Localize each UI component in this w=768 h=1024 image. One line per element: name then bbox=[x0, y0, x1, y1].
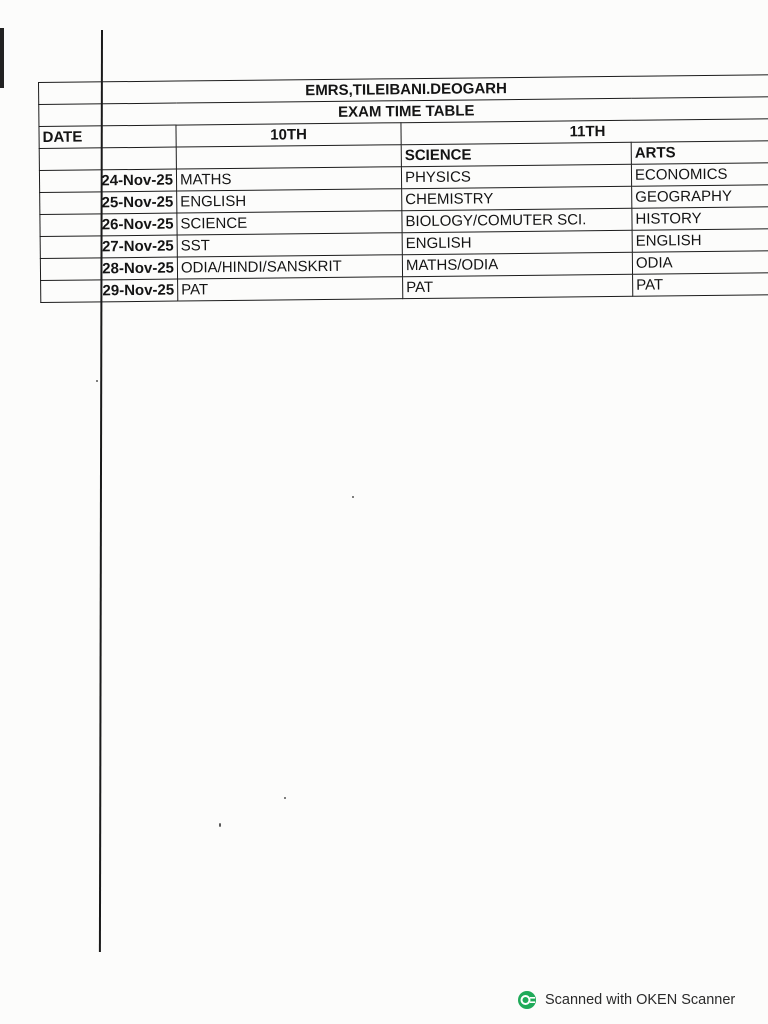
date-header: DATE bbox=[39, 125, 176, 148]
science-subject: CHEMISTRY bbox=[402, 186, 632, 210]
class-10-subject: ENGLISH bbox=[177, 189, 402, 213]
science-stream-header: SCIENCE bbox=[401, 142, 631, 166]
exam-date: 25-Nov-25 bbox=[40, 191, 177, 214]
class-11-header: 11TH bbox=[401, 119, 768, 145]
empty-cell bbox=[176, 145, 401, 169]
class-10-subject: MATHS bbox=[176, 167, 401, 191]
scan-speck bbox=[96, 380, 98, 382]
scan-speck bbox=[219, 823, 221, 827]
science-subject: MATHS/ODIA bbox=[402, 252, 632, 276]
class-10-subject: SCIENCE bbox=[177, 211, 402, 235]
arts-subject: ODIA bbox=[632, 251, 768, 274]
timetable-title: EXAM TIME TABLE bbox=[39, 97, 768, 127]
scan-speck bbox=[352, 496, 354, 498]
arts-subject: HISTORY bbox=[632, 207, 768, 230]
exam-date: 29-Nov-25 bbox=[41, 279, 178, 302]
page-edge-shadow bbox=[0, 28, 4, 88]
exam-date: 27-Nov-25 bbox=[40, 235, 177, 258]
class-10-subject: PAT bbox=[178, 277, 403, 301]
science-subject: BIOLOGY/COMUTER SCI. bbox=[402, 208, 632, 232]
school-name: EMRS,TILEIBANI.DEOGARH bbox=[39, 75, 768, 105]
arts-subject: GEOGRAPHY bbox=[632, 185, 768, 208]
arts-subject: ENGLISH bbox=[632, 229, 768, 252]
science-subject: PHYSICS bbox=[401, 164, 631, 188]
class-10-subject: SST bbox=[177, 233, 402, 257]
exam-date: 26-Nov-25 bbox=[40, 213, 177, 236]
scanner-watermark bbox=[517, 990, 735, 1010]
watermark-text: Scanned with OKEN Scanner bbox=[545, 992, 736, 1008]
science-subject: ENGLISH bbox=[402, 230, 632, 254]
exam-date: 24-Nov-25 bbox=[39, 169, 176, 192]
exam-timetable bbox=[38, 74, 768, 303]
exam-date: 28-Nov-25 bbox=[40, 257, 177, 280]
class-10-header: 10TH bbox=[176, 123, 401, 147]
scan-speck bbox=[284, 797, 286, 799]
science-subject: PAT bbox=[403, 274, 633, 298]
arts-stream-header: ARTS bbox=[631, 141, 768, 164]
oken-scanner-logo-icon bbox=[517, 990, 537, 1010]
empty-cell bbox=[39, 147, 176, 170]
arts-subject: PAT bbox=[633, 273, 768, 296]
class-10-subject: ODIA/HINDI/SANSKRIT bbox=[177, 255, 402, 279]
arts-subject: ECONOMICS bbox=[631, 163, 768, 186]
exam-timetable-sheet bbox=[38, 74, 768, 303]
